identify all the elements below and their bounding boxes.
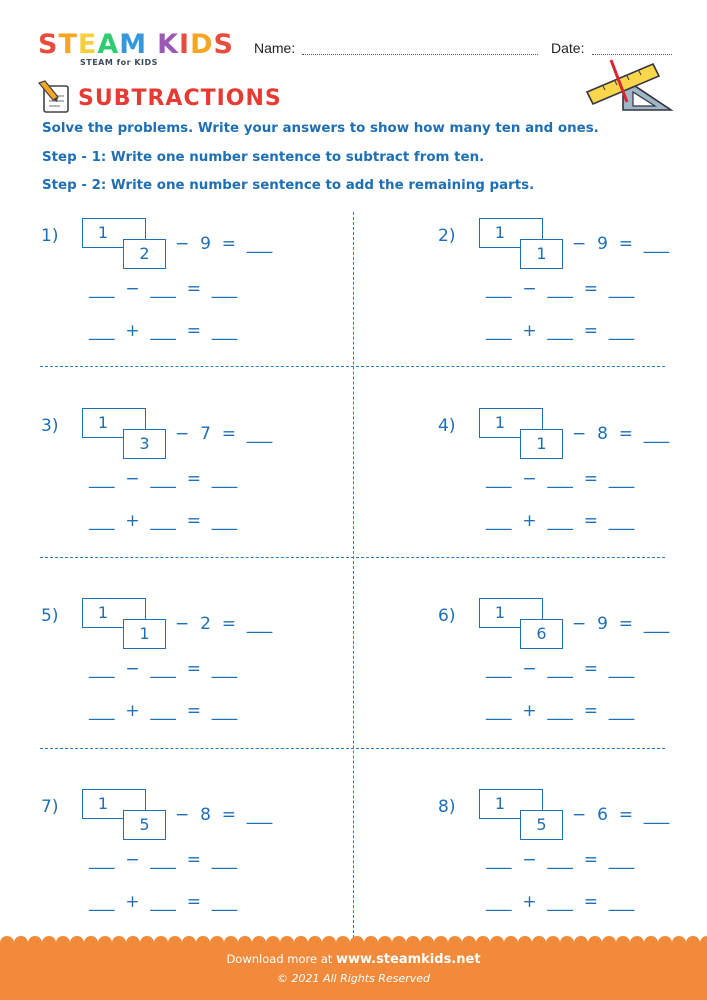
footer <box>0 942 707 1000</box>
logo-letter: K <box>157 29 180 60</box>
step-1-sentence <box>486 850 634 870</box>
tens-digit: 1 <box>97 223 109 242</box>
answer-blank[interactable]: ___ <box>211 850 238 870</box>
plus-sign: + <box>522 892 537 912</box>
equals-sign: = <box>186 511 201 531</box>
problem-number: 1) <box>41 226 59 246</box>
plus-sign: + <box>125 511 140 531</box>
step-1-sentence <box>89 659 237 679</box>
logo-letter: M <box>119 29 148 60</box>
equals-sign: = <box>583 321 598 341</box>
name-field[interactable] <box>302 54 538 55</box>
problem-number: 2) <box>438 226 456 246</box>
equals-sign: = <box>583 279 598 299</box>
step-1-sentence <box>89 279 237 299</box>
name-label: Name: <box>254 40 296 56</box>
plus-sign: + <box>125 892 140 912</box>
answer-blank[interactable]: ___ <box>150 701 176 721</box>
problem-7 <box>41 789 341 949</box>
ruler-triangle-icon <box>583 58 675 116</box>
answer-blank[interactable]: ___ <box>246 614 273 634</box>
problem-8 <box>438 789 707 949</box>
step-2-sentence <box>486 321 634 341</box>
problem-number: 4) <box>438 416 456 436</box>
answer-blank[interactable]: ___ <box>547 892 573 912</box>
ones-digit: 1 <box>536 434 547 453</box>
answer-blank[interactable]: ___ <box>608 850 635 870</box>
answer-blank[interactable]: ___ <box>547 469 573 489</box>
equals-sign: = <box>583 701 598 721</box>
subtrahend: 8 <box>200 805 211 825</box>
tens-digit: 1 <box>97 603 109 622</box>
ones-digit: 1 <box>536 244 547 263</box>
minus-sign: − <box>175 234 190 254</box>
answer-blank[interactable]: ___ <box>608 279 635 299</box>
main-equation <box>175 234 272 254</box>
ones-box <box>123 619 166 649</box>
tens-digit: 1 <box>494 794 506 813</box>
instruction-main: Solve the problems. Write your answers to show how many ten and ones. <box>42 121 599 136</box>
answer-blank[interactable]: ___ <box>211 659 238 679</box>
answer-blank[interactable]: ___ <box>547 321 573 341</box>
problem-6 <box>438 598 707 758</box>
problem-number: 6) <box>438 606 456 626</box>
answer-blank[interactable]: ___ <box>211 279 238 299</box>
problem-number: 7) <box>41 797 59 817</box>
answer-blank[interactable]: ___ <box>246 805 273 825</box>
answer-blank[interactable]: ___ <box>547 850 573 870</box>
answer-blank[interactable]: ___ <box>89 701 115 721</box>
answer-blank[interactable]: ___ <box>89 279 115 299</box>
step-2-sentence <box>89 892 237 912</box>
answer-blank[interactable]: ___ <box>608 659 635 679</box>
answer-blank[interactable]: ___ <box>89 850 115 870</box>
equals-sign: = <box>186 892 201 912</box>
date-field[interactable] <box>592 54 672 55</box>
tens-digit: 1 <box>494 223 506 242</box>
date-label: Date: <box>551 40 585 56</box>
equals-sign: = <box>186 701 201 721</box>
equals-sign: = <box>186 279 201 299</box>
answer-blank[interactable]: ___ <box>150 659 176 679</box>
problem-number: 5) <box>41 606 59 626</box>
step-1-sentence <box>486 469 634 489</box>
main-equation <box>572 805 669 825</box>
tens-digit: 1 <box>494 413 506 432</box>
tens-digit: 1 <box>97 794 109 813</box>
answer-blank[interactable]: ___ <box>89 659 115 679</box>
answer-blank[interactable]: ___ <box>89 321 115 341</box>
plus-sign: + <box>522 321 537 341</box>
answer-blank[interactable]: ___ <box>608 701 635 721</box>
tens-digit: 1 <box>97 413 109 432</box>
equals-sign: = <box>186 469 201 489</box>
ones-digit: 3 <box>139 434 150 453</box>
answer-blank[interactable]: ___ <box>211 892 238 912</box>
problem-number: 3) <box>41 416 59 436</box>
equals-sign: = <box>186 850 201 870</box>
equals-sign: = <box>618 614 633 634</box>
problem-1 <box>41 218 341 378</box>
answer-blank[interactable]: ___ <box>150 279 176 299</box>
main-equation <box>175 805 272 825</box>
ones-box <box>123 429 166 459</box>
instruction-step-1: Step - 1: Write one number sentence to subtract from ten. <box>42 150 485 165</box>
step-2-sentence <box>486 511 634 531</box>
minus-sign: − <box>522 279 537 299</box>
equals-sign: = <box>618 424 633 444</box>
equals-sign: = <box>583 892 598 912</box>
minus-sign: − <box>125 469 140 489</box>
equals-sign: = <box>583 850 598 870</box>
minus-sign: − <box>572 614 587 634</box>
page-title: SUBTRACTIONS <box>78 86 282 111</box>
step-1-sentence <box>89 469 237 489</box>
subtrahend: 2 <box>200 614 211 634</box>
answer-blank[interactable]: ___ <box>643 614 670 634</box>
footer-download-prefix: Download more at <box>226 952 333 966</box>
equals-sign: = <box>583 511 598 531</box>
ones-digit: 5 <box>536 815 547 834</box>
minus-sign: − <box>572 234 587 254</box>
logo-tagline: STEAM for KIDS <box>80 58 158 67</box>
answer-blank[interactable]: ___ <box>608 321 635 341</box>
answer-blank[interactable]: ___ <box>486 659 512 679</box>
logo-letter: D <box>190 29 214 60</box>
equals-sign: = <box>186 321 201 341</box>
footer-download <box>0 952 707 967</box>
answer-blank[interactable]: ___ <box>89 511 115 531</box>
logo-letter: S <box>213 29 234 60</box>
minus-sign: − <box>175 614 190 634</box>
step-2-sentence <box>89 701 237 721</box>
ones-digit: 5 <box>139 815 150 834</box>
step-2-sentence <box>89 511 237 531</box>
answer-blank[interactable]: ___ <box>150 469 176 489</box>
minus-sign: − <box>572 805 587 825</box>
step-2-sentence <box>486 701 634 721</box>
plus-sign: + <box>125 321 140 341</box>
answer-blank[interactable]: ___ <box>547 511 573 531</box>
subtrahend: 7 <box>200 424 211 444</box>
minus-sign: − <box>522 469 537 489</box>
step-2-sentence <box>486 892 634 912</box>
subtrahend: 9 <box>597 614 608 634</box>
main-equation <box>572 424 669 444</box>
answer-blank[interactable]: ___ <box>486 892 512 912</box>
footer-copyright: © 2021 All Rights Reserved <box>276 972 430 985</box>
minus-sign: − <box>125 659 140 679</box>
equals-sign: = <box>221 424 236 444</box>
logo-letter: T <box>58 29 78 60</box>
problem-number: 8) <box>438 797 456 817</box>
footer-site-link[interactable]: www.steamkids.net <box>335 952 481 967</box>
plus-sign: + <box>522 511 537 531</box>
minus-sign: − <box>572 424 587 444</box>
answer-blank[interactable]: ___ <box>643 805 670 825</box>
step-1-sentence <box>486 279 634 299</box>
answer-blank[interactable]: ___ <box>89 469 115 489</box>
main-equation <box>175 614 272 634</box>
answer-blank[interactable]: ___ <box>486 279 512 299</box>
problem-3 <box>41 408 341 568</box>
plus-sign: + <box>522 701 537 721</box>
answer-blank[interactable]: ___ <box>211 469 238 489</box>
ones-digit: 1 <box>139 624 150 643</box>
subtrahend: 6 <box>597 805 608 825</box>
ones-box <box>520 619 563 649</box>
step-1-sentence <box>486 659 634 679</box>
ones-box <box>520 810 563 840</box>
ones-digit: 2 <box>139 244 150 263</box>
answer-blank[interactable]: ___ <box>486 321 512 341</box>
minus-sign: − <box>175 424 190 444</box>
minus-sign: − <box>522 850 537 870</box>
ones-box <box>520 239 563 269</box>
answer-blank[interactable]: ___ <box>608 892 635 912</box>
minus-sign: − <box>522 659 537 679</box>
problem-2 <box>438 218 707 378</box>
answer-blank[interactable]: ___ <box>211 321 238 341</box>
problem-5 <box>41 598 341 758</box>
plus-sign: + <box>125 701 140 721</box>
logo-letter: S <box>38 29 59 60</box>
main-equation <box>175 424 272 444</box>
ones-digit: 6 <box>536 624 547 643</box>
problem-4 <box>438 408 707 568</box>
equals-sign: = <box>221 234 236 254</box>
ones-box <box>520 429 563 459</box>
equals-sign: = <box>583 659 598 679</box>
instruction-step-2: Step - 2: Write one number sentence to add the remaining parts. <box>42 178 535 193</box>
answer-blank[interactable]: ___ <box>608 511 635 531</box>
logo-letter: E <box>77 29 98 60</box>
answer-blank[interactable]: ___ <box>150 321 176 341</box>
equals-sign: = <box>583 469 598 489</box>
answer-blank[interactable]: ___ <box>486 701 512 721</box>
minus-sign: − <box>175 805 190 825</box>
answer-blank[interactable]: ___ <box>211 511 238 531</box>
answer-blank[interactable]: ___ <box>486 469 512 489</box>
subtrahend: 9 <box>597 234 608 254</box>
answer-blank[interactable]: ___ <box>89 892 115 912</box>
answer-blank[interactable]: ___ <box>547 279 573 299</box>
answer-blank[interactable]: ___ <box>150 892 176 912</box>
answer-blank[interactable]: ___ <box>547 659 573 679</box>
step-2-sentence <box>89 321 237 341</box>
answer-blank[interactable]: ___ <box>643 424 670 444</box>
answer-blank[interactable]: ___ <box>211 701 238 721</box>
equals-sign: = <box>186 659 201 679</box>
tens-digit: 1 <box>494 603 506 622</box>
ones-box <box>123 239 166 269</box>
steam-kids-logo <box>38 30 234 60</box>
answer-blank[interactable]: ___ <box>486 850 512 870</box>
answer-blank[interactable]: ___ <box>246 234 273 254</box>
step-1-sentence <box>89 850 237 870</box>
answer-blank[interactable]: ___ <box>547 701 573 721</box>
answer-blank[interactable]: ___ <box>150 511 176 531</box>
answer-blank[interactable]: ___ <box>246 424 273 444</box>
answer-blank[interactable]: ___ <box>486 511 512 531</box>
minus-sign: − <box>125 850 140 870</box>
minus-sign: − <box>125 279 140 299</box>
ones-box <box>123 810 166 840</box>
answer-blank[interactable]: ___ <box>150 850 176 870</box>
equals-sign: = <box>618 234 633 254</box>
answer-blank[interactable]: ___ <box>608 469 635 489</box>
vertical-divider <box>353 212 354 938</box>
pencil-paper-icon <box>36 80 72 114</box>
main-equation <box>572 234 669 254</box>
equals-sign: = <box>618 805 633 825</box>
logo-letter: A <box>97 29 120 60</box>
equals-sign: = <box>221 805 236 825</box>
subtrahend: 9 <box>200 234 211 254</box>
logo-letter: I <box>179 29 191 60</box>
subtrahend: 8 <box>597 424 608 444</box>
answer-blank[interactable]: ___ <box>643 234 670 254</box>
equals-sign: = <box>221 614 236 634</box>
main-equation <box>572 614 669 634</box>
